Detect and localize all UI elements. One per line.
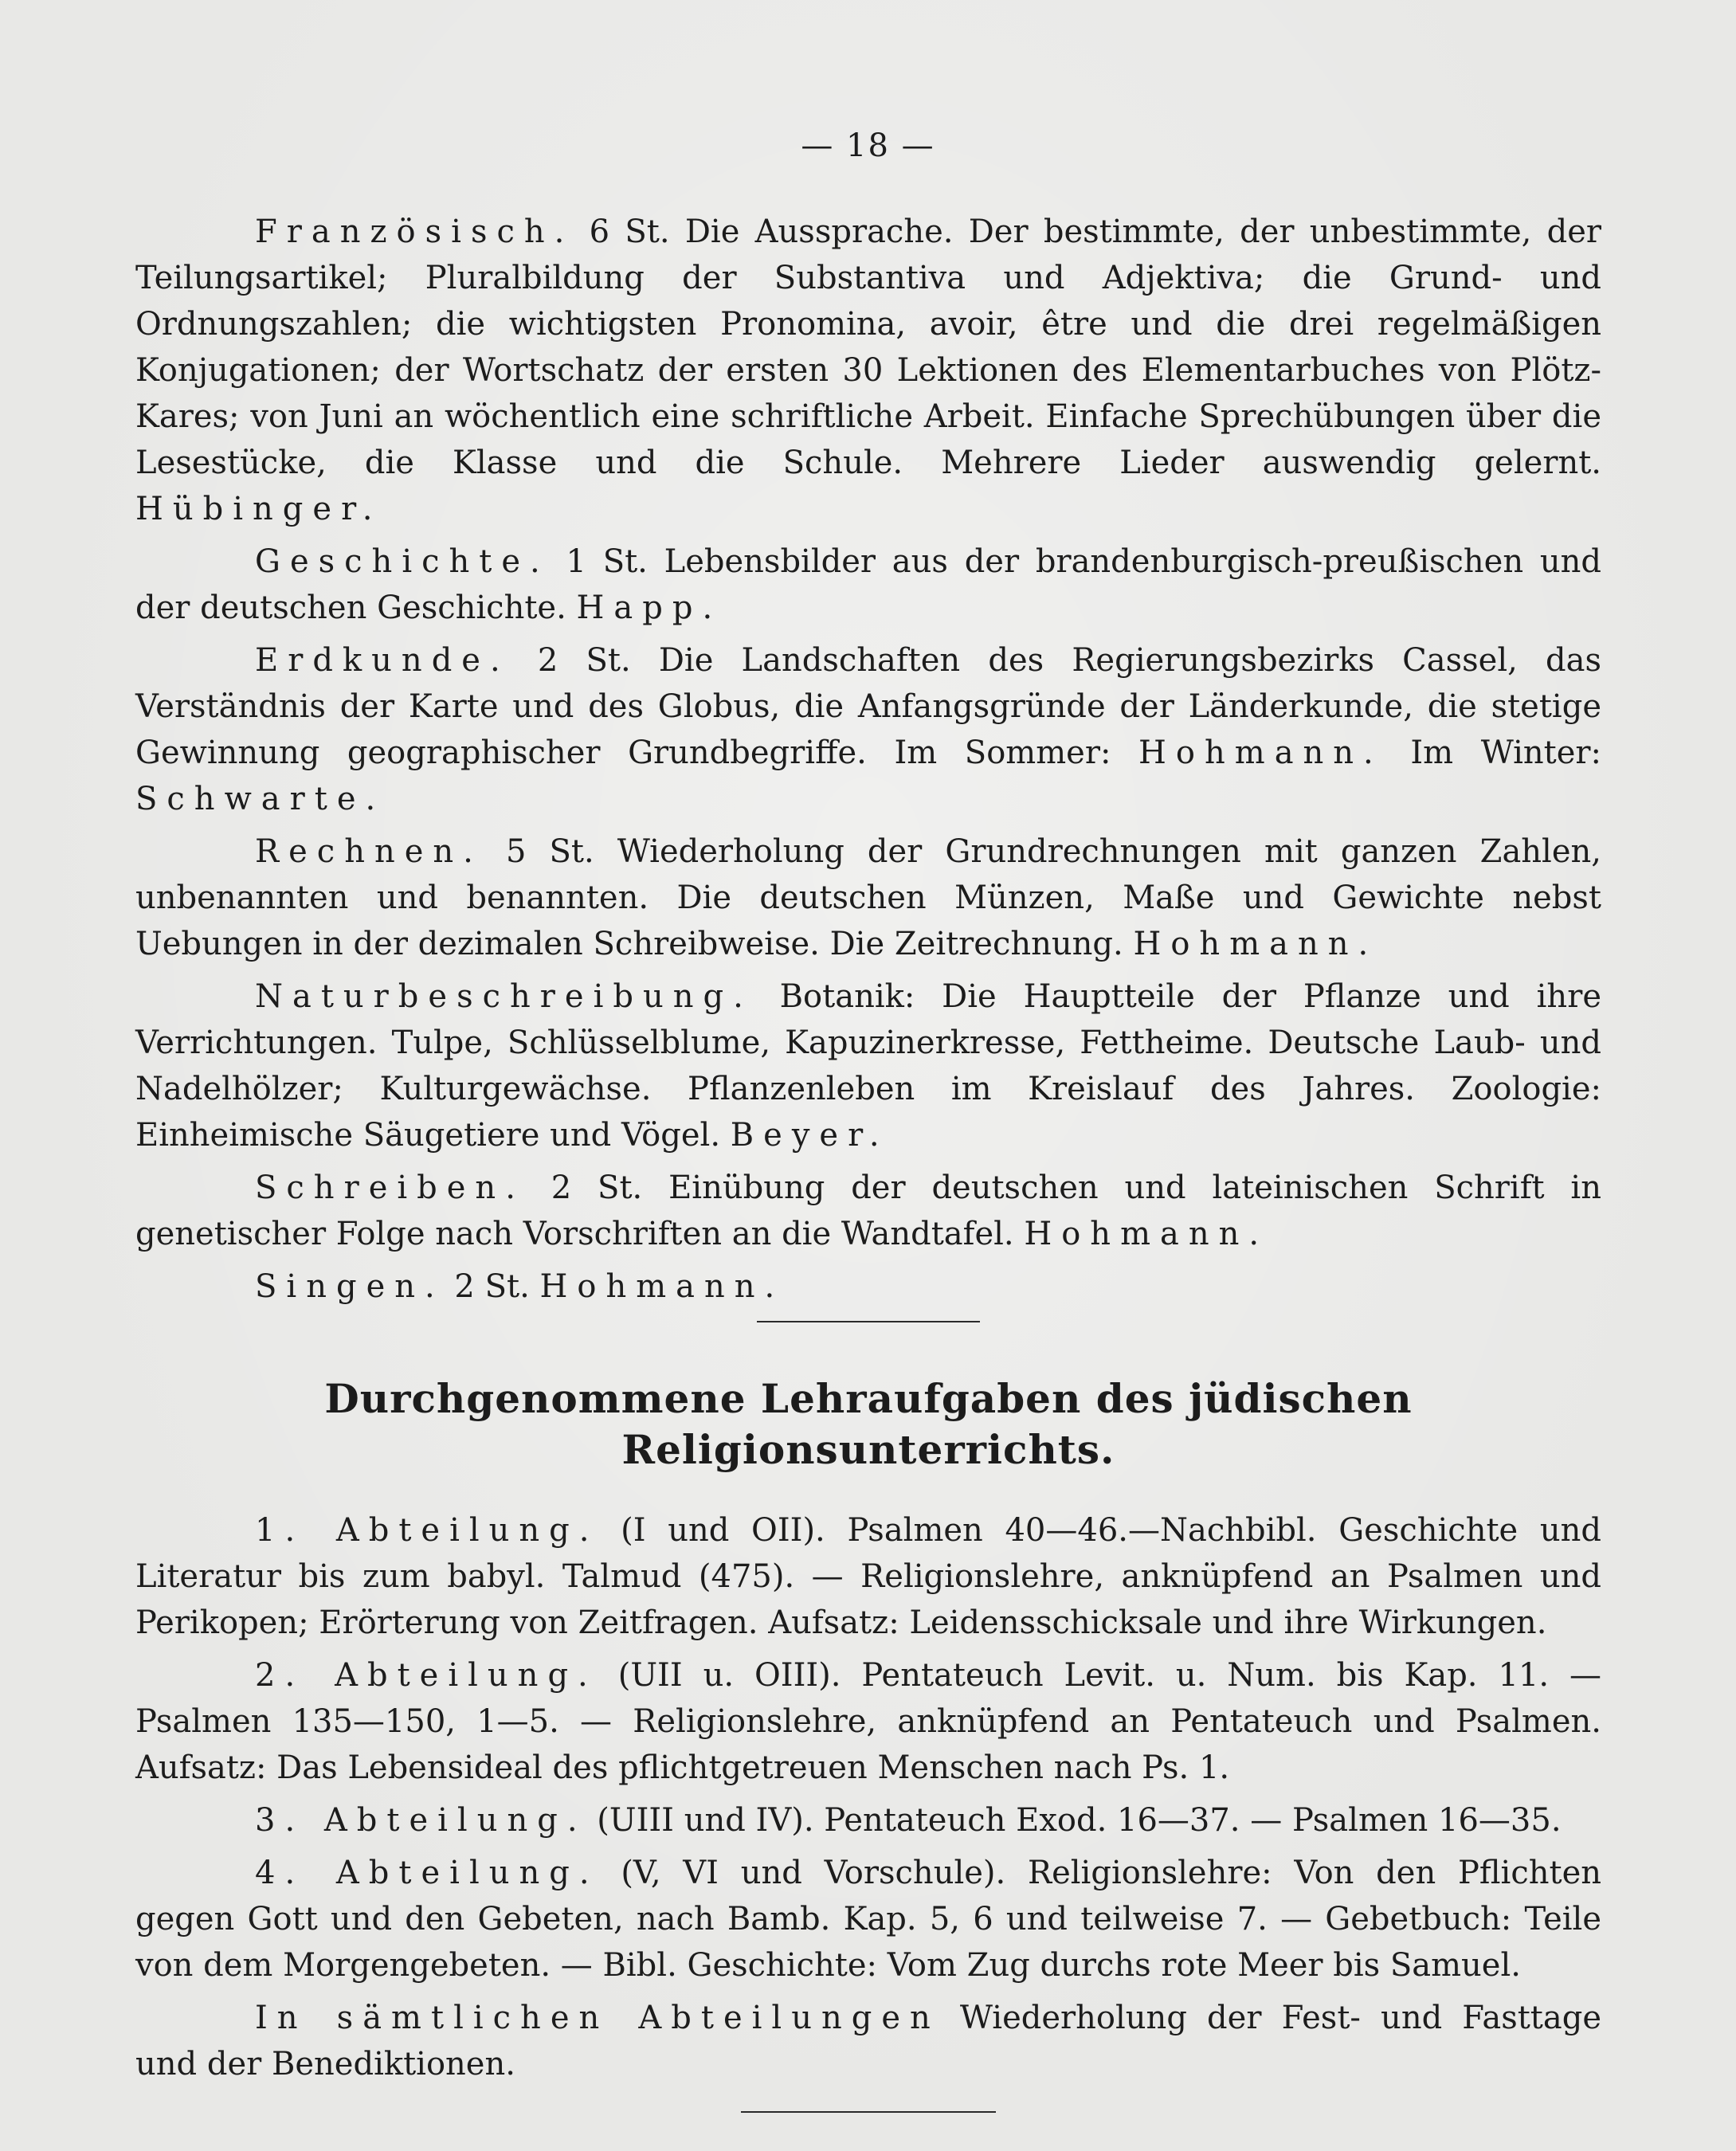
- section-franzoesisch: [135, 209, 1601, 532]
- section-text: 2 St.: [444, 1268, 540, 1305]
- teacher-name: Beyer.: [730, 1117, 889, 1154]
- section-erdkunde: [135, 637, 1601, 822]
- section-text: 5 St. Wiederholung der Grundrechnungen mit ganzen Zahlen, unbenannten und benannten. Die deutschen Münzen, Maße und Gewichte nebst Uebungen in der dezimalen Schreibweise. Die Zeitrechnung.: [135, 833, 1601, 962]
- teacher-name: Hübinger.: [135, 491, 382, 527]
- section-text-2: Im Winter:: [1382, 735, 1602, 771]
- subject-label: Singen.: [255, 1268, 445, 1305]
- subject-label: Erdkunde.: [255, 642, 510, 679]
- division-text: Wiederholung der Fest- und Fasttage und der Benediktionen.: [135, 2000, 1601, 2082]
- division-3: [135, 1797, 1601, 1843]
- section-text: 6 St. Die Aussprache. Der bestimmte, der unbestimmte, der Teilungsartikel; Pluralbildung der Substantiva und Adjektiva; die Grund- und Ordnungszahlen; die wichtigsten Pronomina, avoir, être und die drei regelmäßigen Konjugationen; der Wortschatz der ersten 30 Lektionen des Elementarbuches von Plötz-Kares; von Juni an wöchentlich eine schriftliche Arbeit. Einfache Sprechübungen über die Lesestücke, die Klasse und die Schule. Mehrere Lieder auswendig gelernt.: [135, 214, 1601, 481]
- teacher-name: Hohmann.: [1024, 1216, 1269, 1252]
- page-number: — 18 —: [801, 127, 935, 164]
- subject-label: Geschichte.: [255, 543, 550, 580]
- section-naturbeschreibung: [135, 974, 1601, 1158]
- section-singen: [135, 1264, 1601, 1310]
- division-all: [135, 1995, 1601, 2087]
- subject-label: Französisch.: [255, 214, 574, 250]
- division-text: (UIII und IV). Pentateuch Exod. 16—37. — Psalmen 16—35.: [586, 1802, 1562, 1839]
- section-text: 2 St. Die Landschaften des Regierungsbezirks Cassel, das Verständnis der Karte und des Globus, die Anfangsgründe der Länderkunde, die stetige Gewinnung geographischer Grundbegriffe. Im Sommer:: [135, 642, 1601, 771]
- teacher-name-2: Schwarte.: [135, 781, 386, 817]
- subject-label: Rechnen.: [255, 833, 483, 870]
- teacher-name: Hohmann.: [1133, 926, 1378, 962]
- teacher-name: Hohmann.: [1138, 735, 1383, 771]
- division-label: 2. Abteilung.: [255, 1657, 598, 1694]
- teacher-name: Happ.: [576, 590, 723, 626]
- section-schreiben: [135, 1165, 1601, 1257]
- section-divider: [757, 1321, 980, 1322]
- division-label: 4. Abteilung.: [255, 1855, 599, 1891]
- division-1: [135, 1507, 1601, 1646]
- document-body: [135, 209, 1601, 2113]
- section-geschichte: [135, 539, 1601, 631]
- division-text: (V, VI und Vorschule). Religionslehre: Von den Pflichten gegen Gott und den Gebeten, nach Bamb. Kap. 5, 6 und teilweise 7. — Gebetbuch: Teile von dem Morgengebeten. — Bibl. Geschichte: Vom Zug durchs rote Meer bis Samuel.: [135, 1855, 1602, 1984]
- division-text: (I und OII). Psalmen 40—46.—Nachbibl. Geschichte und Literatur bis zum babyl. Talmud (475). — Religionslehre, anknüpfend an Psalmen und Perikopen; Erörterung von Zeitfragen. Aufsatz: Leidensschicksale und ihre Wirkungen.: [135, 1512, 1602, 1641]
- division-label: In sämtlichen Abteilungen: [255, 2000, 940, 2036]
- teacher-name: Hohmann.: [539, 1268, 785, 1305]
- division-text: (UII u. OIII). Pentateuch Levit. u. Num. bis Kap. 11. — Psalmen 135—150, 1—5. — Religionslehre, anknüpfend an Pentateuch und Psalmen. Aufsatz: Das Lebensideal des pflichtgetreuen Menschen nach Ps. 1.: [135, 1657, 1602, 1786]
- division-4: [135, 1850, 1601, 1988]
- section-text: Botanik: Die Hauptteile der Pflanze und ihre Verrichtungen. Tulpe, Schlüsselblume, Kapuzinerkresse, Fettheime. Deutsche Laub- und Nadelhölzer; Kulturgewächse. Pflanzenleben im Kreislauf des Jahres. Zoologie: Einheimische Säugetiere und Vögel.: [135, 978, 1601, 1154]
- section-rechnen: [135, 829, 1601, 967]
- division-2: [135, 1652, 1601, 1791]
- section-text: 1 St. Lebensbilder aus der brandenburgisch-preußischen und der deutschen Geschichte.: [135, 543, 1601, 626]
- division-label: 3. Abteilung.: [255, 1802, 587, 1839]
- section-text: 2 St. Einübung der deutschen und lateinischen Schrift in genetischer Folge nach Vorschriften an die Wandtafel.: [135, 1170, 1601, 1252]
- subject-label: Naturbeschreibung.: [255, 978, 753, 1015]
- division-label: 1. Abteilung.: [255, 1512, 599, 1549]
- end-divider: [741, 2111, 996, 2113]
- section-heading: Durchgenommene Lehraufgaben des jüdischen Religionsunterrichts.: [324, 1375, 1413, 1473]
- subject-label: Schreiben.: [255, 1170, 525, 1206]
